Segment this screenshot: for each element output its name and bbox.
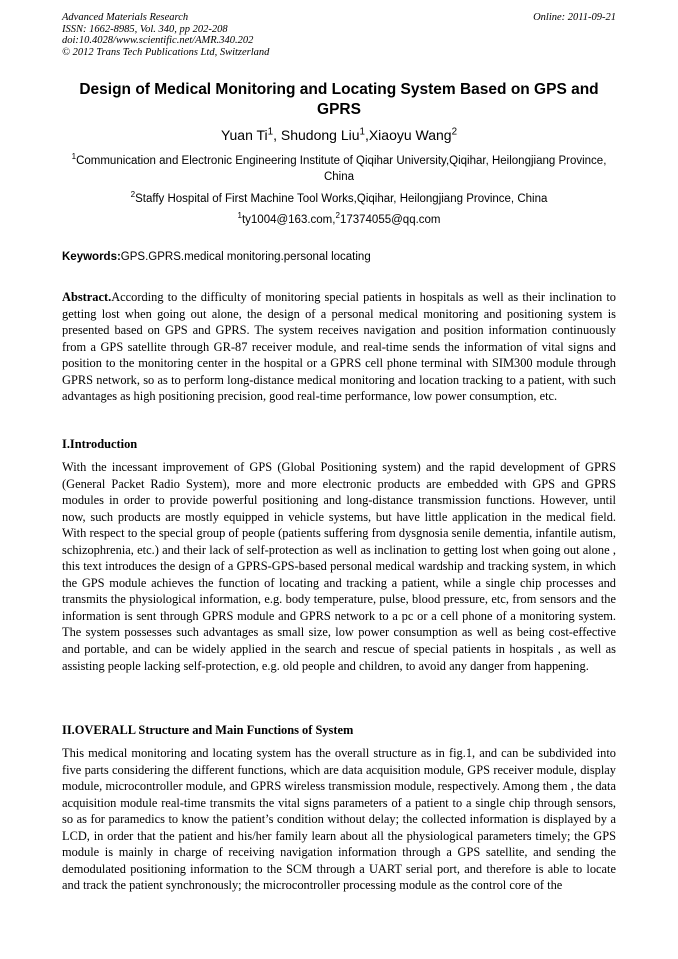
doi-line: doi:10.4028/www.scientific.net/AMR.340.202	[62, 35, 254, 47]
author-name: ,Xiaoyu Wang	[364, 127, 452, 143]
author-name: Yuan Ti	[220, 127, 268, 143]
structure-text: This medical monitoring and locating system has the overall structure as in fig.1, and can be subdivided into five parts considering the different functions, which are data acquisition module, GPS receiver module, display module, microcontroller module, and GPRS wireless transmission module, respectively. Among them , the data acquisition module real-time transmits the vital signs parameters of a patient to a single chip through sensors, so as for paramedics to know the patient’s condition without delay; the collected information is displayed by a LCD, in order that the patient and his/her family learn about all the physiological parameters timely; the GPS module is mainly in charge of receiving navigation information through a GPS satellite, and sending the demodulated positioning information to the SCM through a UART serial port, and therefore is able to locate and track the patient synchronously; the microcontroller processing module as the control core of the	[62, 746, 616, 893]
section-heading-structure: II.OVERALL Structure and Main Functions of System	[62, 723, 354, 737]
journal-name: Advanced Materials Research	[62, 12, 189, 23]
abstract	[62, 289, 616, 405]
affiliation-2	[62, 191, 616, 207]
email-marker: 1	[237, 211, 242, 221]
email-marker: 2	[335, 211, 340, 221]
email-link[interactable]: ty1004@163.com,	[241, 214, 336, 226]
abstract-text: According to the difficulty of monitoring special patients in hospitals as well as their inclination to getting lost when going out alone, the design of a personal medical monitoring and positioning system is presented based on GPS and GPRS. The system receives navigation and position information continuously from a GPS satellite through GR-87 receiver module, and real-time sends the information of vital signs and position to the monitoring center in the hospital or a GPRS cell phone terminal with SIM300 module through GPRS network, so as to perform long-distance medical monitoring and location tracking to a patient, with such advantages as high positioning precision, good real-time performance, low power consumption, etc.	[62, 290, 616, 404]
email-link[interactable]: 17374055@qq.com	[339, 214, 441, 226]
journal-header	[62, 12, 616, 58]
author-emails	[62, 212, 616, 228]
online-date: Online: 2011-09-21	[533, 12, 616, 23]
author-affil-marker: 1	[359, 126, 365, 138]
paper-title: Design of Medical Monitoring and Locating System Based on GPS and GPRS	[79, 81, 599, 118]
affil-text: Communication and Electronic Engineering Institute of Qiqihar University,Qiqihar, Heilongjiang Province, China	[76, 155, 607, 183]
keywords	[62, 250, 616, 264]
keywords-text: GPS.GPRS.medical monitoring.personal locating	[120, 251, 371, 263]
copyright-line: © 2012 Trans Tech Publications Ltd, Switzerland	[62, 46, 270, 58]
affiliation-1	[62, 153, 616, 185]
affil-marker: 1	[71, 152, 77, 162]
introduction-text: With the incessant improvement of GPS (Global Positioning system) and the rapid development of GPRS (General Packet Radio System), more and more electronic products are embedded with GPS and GPRS modules in order to provide powerful positioning and long-distance transmission functions. However, until now, such products are mostly equipped in vehicle systems, but have little application in the medical field. With respect to the special group of people (patients suffering from dysgnosia senile dementia, infantile autism, schizophrenia, etc.) and their lack of self-protection as well as inclination to getting lost when going out alone , this text introduces the design of a GPRS-GPS-based personal medical wardship and tracking system, in which the GPS module achieves the function of locating and tracking a patient, while a single chip processes and transmits the physiological information, e.g. body temperature, pulse, blood pressure, etc, from sensors and the information is sent through GPRS module and GPRS network to a pc or a cell phone of a monitoring system. The system possesses such advantages as small size, low power consumption as well as being cost-effective and portable, and can be widely applied in the search and rescue of special patients in hospitals , as well as assisting people lacking self-protection, e.g. old people and children, to avoid any danger from happening.	[62, 460, 616, 673]
author-affil-marker: 2	[451, 126, 458, 138]
abstract-label: Abstract.	[62, 290, 112, 304]
affil-marker: 2	[130, 190, 136, 200]
keywords-label: Keywords:	[62, 251, 121, 263]
author-name: , Shudong Liu	[273, 127, 360, 143]
author-affil-marker: 1	[267, 126, 274, 138]
section-heading-introduction: I.Introduction	[62, 437, 138, 451]
issn-line: ISSN: 1662-8985, Vol. 340, pp 202-208	[62, 23, 228, 35]
affil-text: Staffy Hospital of First Machine Tool Works,Qiqihar, Heilongjiang Province, China	[135, 193, 548, 205]
author-list	[62, 126, 616, 144]
